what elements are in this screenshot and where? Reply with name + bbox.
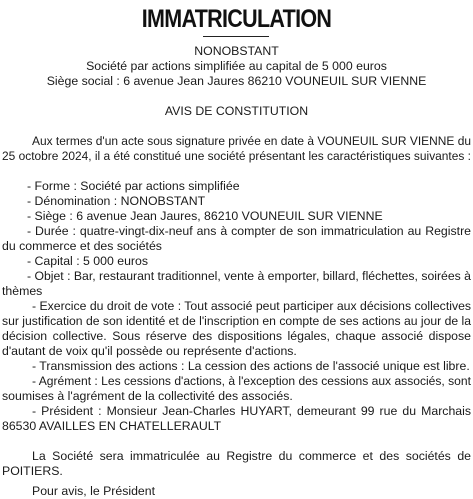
clause-president: 86530 AVAILLES EN CHATELLERAULT (2, 419, 222, 433)
clause-duree: - Durée : quatre-vingt-dix-neuf ans à compter de son immatriculation au Registre (27, 224, 471, 238)
clause-siege: - Siège : 6 avenue Jean Jaures, 86210 VOUNEUIL SUR VIENNE (27, 209, 383, 223)
clause-objet: thèmes (2, 284, 43, 298)
clause-agrement: - Agrément : Les cessions d'actions, à l'exception des cessions aux associés, sont (32, 374, 471, 388)
closing-signature: Pour avis, le Président (32, 484, 156, 498)
company-name: NONOBSTANT (194, 44, 279, 58)
clause-droit-de-vote: décision collective. Sous réserve des dispositions légales, chaque associé dispose (2, 329, 471, 343)
intro-text: 25 octobre 2024, il a été constitué une société présentant les caractéristiques suivantes : (2, 149, 471, 163)
notice-heading: AVIS DE CONSTITUTION (164, 104, 309, 118)
registered-office: Siège social : 6 avenue Jean Jaures 86210 VOUNEUIL SUR VIENNE (46, 74, 427, 88)
clause-agrement: soumises à l'agrément de la collectivité des associés. (2, 389, 293, 403)
clause-president: - Président : Monsieur Jean-Charles HUYART, demeurant 99 rue du Marchais (32, 404, 471, 418)
clause-capital: - Capital : 5 000 euros (27, 254, 148, 268)
company-form: Société par actions simplifiée au capital de 5 000 euros (86, 59, 387, 73)
registration-text: La Société sera immatriculée au Registre du commerce et des sociétés de (32, 449, 471, 463)
notice-title: IMMATRICULATION (141, 5, 332, 33)
clause-objet: - Objet : Bar, restaurant traditionnel, vente à emporter, billard, fléchettes, soirées à (27, 269, 471, 283)
clause-droit-de-vote: d'autant de voix qu'il possède ou représente d'actions. (2, 344, 297, 358)
title-underline (203, 36, 269, 37)
clause-forme: - Forme : Société par actions simplifiée (27, 179, 240, 193)
clause-droit-de-vote: - Exercice du droit de vote : Tout associé peut participer aux décisions collectives (32, 299, 472, 313)
clause-droit-de-vote: sur justification de son identité et de l'inscription en compte de ses actions au jour de la (2, 314, 472, 328)
clause-transmission: - Transmission des actions : La cession des actions de l'associé unique est libre. (32, 359, 470, 373)
clause-denomination: - Dénomination : NONOBSTANT (27, 194, 206, 208)
registration-text: POITIERS. (2, 464, 63, 478)
clause-duree: du commerce et des sociétés (2, 239, 162, 253)
intro-text: Aux termes d'un acte sous signature privée en date à VOUNEUIL SUR VIENNE du (32, 134, 471, 148)
